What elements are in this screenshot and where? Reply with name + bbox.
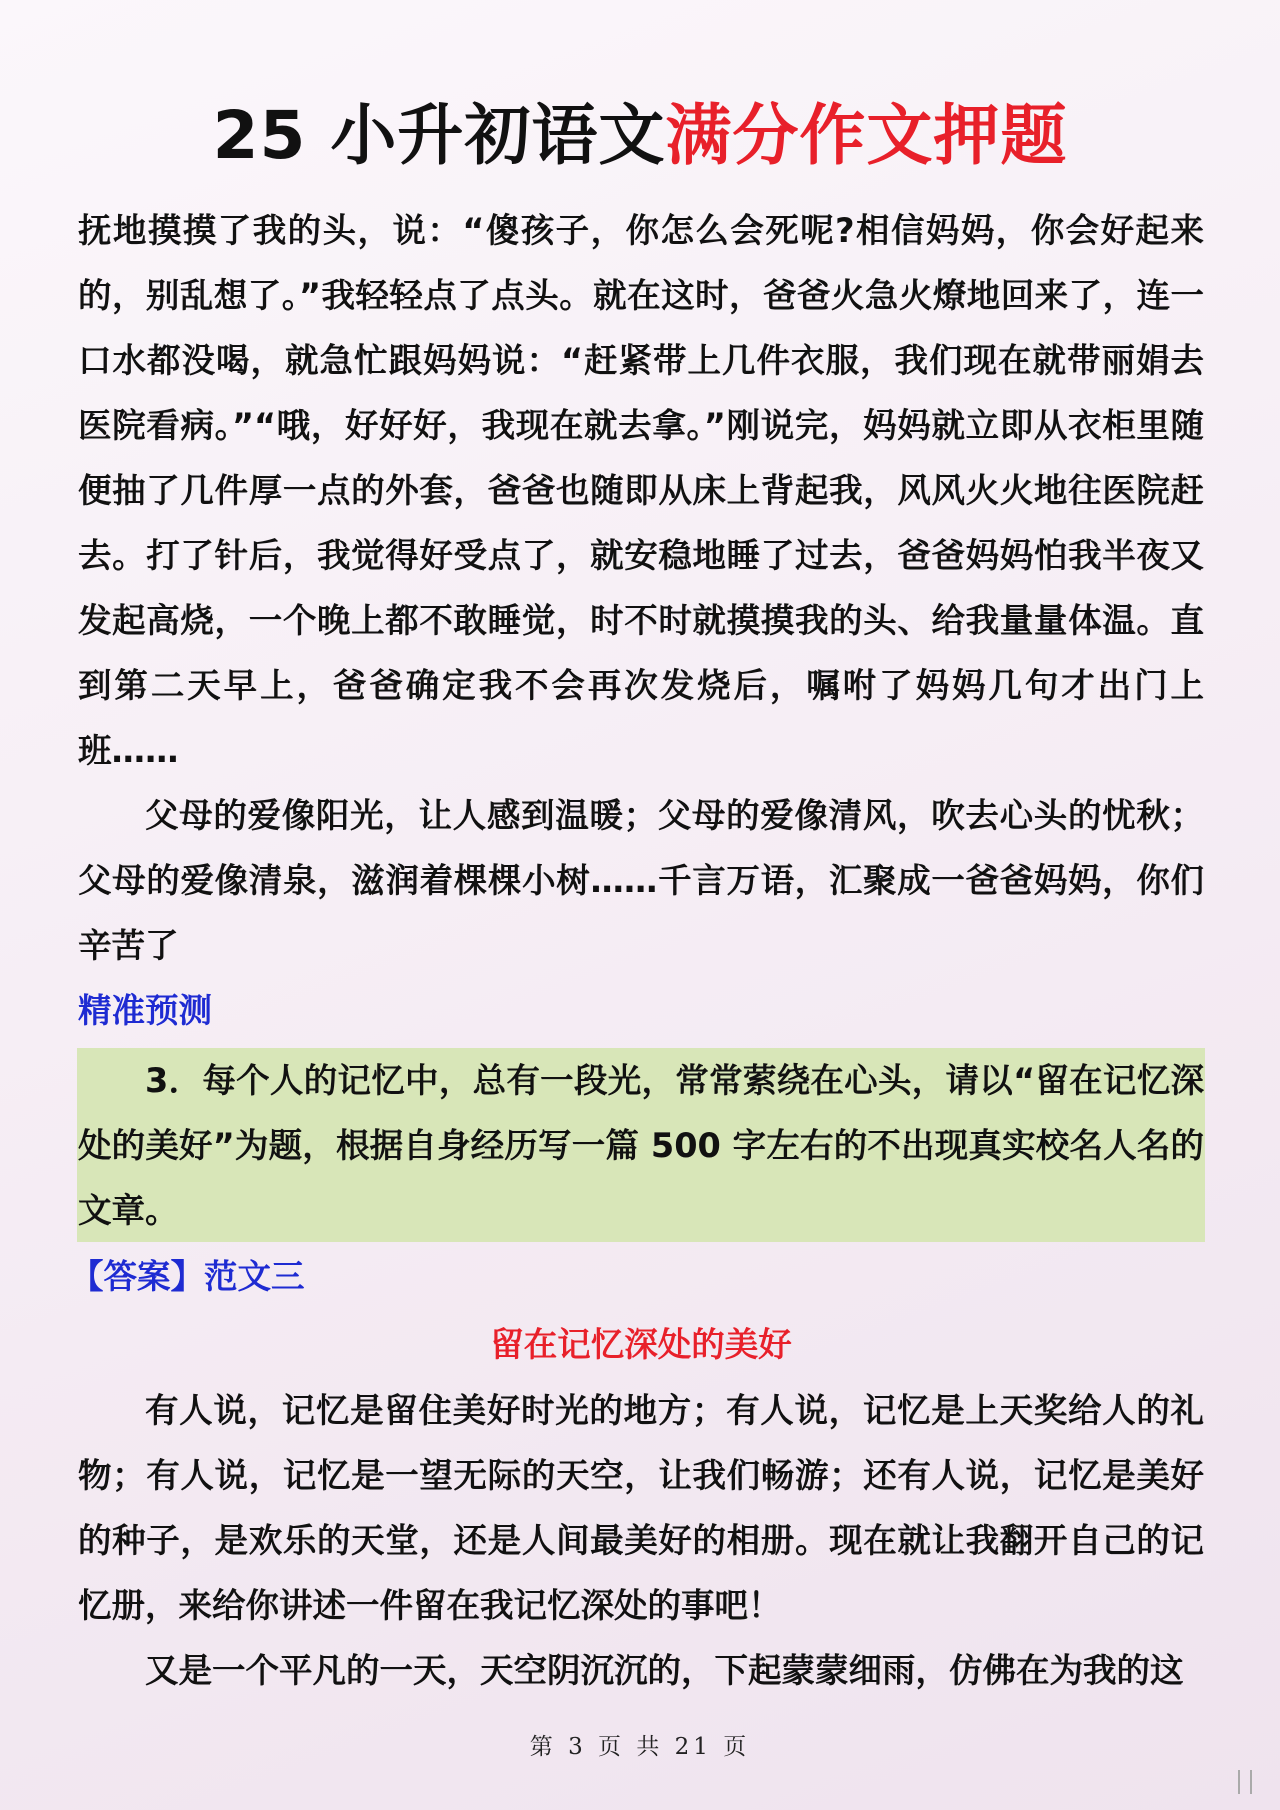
title-red-part: 满分作文押题 (665, 97, 1068, 174)
story-paragraph-2: 父母的爱像阳光，让人感到温暖；父母的爱像清风，吹去心头的忧秋；父母的爱像清泉，滋润着棵棵小树……千言万语，汇聚成一爸爸妈妈，你们辛苦了 (78, 796, 1204, 965)
essay-paragraph-1: 有人说，记忆是留住美好时光的地方；有人说，记忆是上天奖给人的礼物；有人说，记忆是一望无际的天空，让我们畅游；还有人说，记忆是美好的种子，是欢乐的天堂，还是人间最美好的相册。现在就让我翻开自己的记忆册，来给你讲述一件留在我记忆深处的事吧！ (78, 1391, 1204, 1625)
answer-label: 【答案】范文三 (70, 1257, 305, 1296)
prediction-heading: 精准预测 (78, 991, 212, 1030)
title-black-part: 25 小升初语文 (212, 97, 666, 174)
story-paragraph-1: 抚地摸摸了我的头，说：“傻孩子，你怎么会死呢?相信妈妈，你会好起来的，别乱想了。”我轻轻点了点头。就在这时，爸爸火急火燎地回来了，连一口水都没喝，就急忙跟妈妈说：“赶紧带上几件衣服，我们现在就带丽娟去医院看病。”“哦，好好好，我现在就去拿。”刚说完，妈妈就立即从衣柜里随便抽了几件厚一点的外套，爸爸也随即从床上背起我，风风火火地往医院赶去。打了针后，我觉得好受点了，就安稳地睡了过去，爸爸妈妈怕我半夜又发起高烧，一个晚上都不敢睡觉，时不时就摸摸我的头、给我量量体温。直到第二天早上，爸爸确定我不会再次发烧后，嘱咐了妈妈几句才出门上班…… (78, 211, 1204, 770)
content-area (70, 198, 1204, 1703)
question-box (77, 1048, 1205, 1242)
question-text: 3．每个人的记忆中，总有一段光，常常萦绕在心头，请以“留在记忆深处的美好”为题，根据自身经历写一篇 500 字左右的不出现真实校名人名的文章。 (78, 1061, 1204, 1230)
page-title (0, 92, 1280, 180)
essay-title: 留在记忆深处的美好 (490, 1325, 792, 1364)
essay-paragraph-2: 又是一个平凡的一天，天空阴沉沉的，下起蒙蒙细雨，仿佛在为我的这 (145, 1651, 1184, 1690)
scrollbar-handle[interactable] (1238, 1770, 1252, 1794)
page-number-footer: 第 3 页 共 21 页 (529, 1734, 751, 1760)
